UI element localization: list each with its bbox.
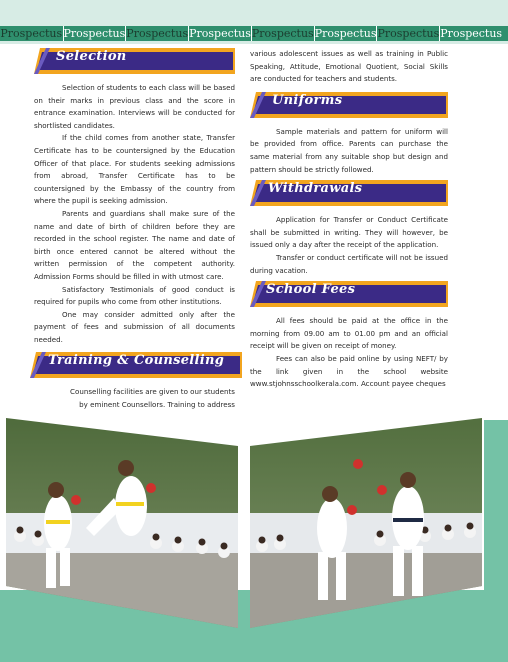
uniforms-paragraph: Sample materials and pattern for uniform will be provided from office. Parents can purchase the same material from any suitable shop but design and pattern should be strictly followed.: [250, 126, 448, 174]
withdrawals-paragraph: Transfer or conduct certificate will not be issued during vacation.: [250, 252, 448, 275]
uniforms-banner: [250, 92, 448, 118]
right-teal-band: [484, 420, 508, 600]
selection-paragraph: Parents and guardians shall make sure of the name and date of birth of children before they are recorded in the school register. The name and date of birth once entered cannot be altered without the written permission of the competent authority. Admission Forms should be filled in with utmost care.: [34, 208, 235, 281]
tab-prospectus: Prospectus: [314, 27, 377, 40]
prospectus-tab-bar: [0, 26, 508, 41]
training-paragraph: Counselling facilities are given to our students by eminent Counsellors. Training to address: [70, 387, 235, 410]
left-column: [34, 48, 235, 412]
tab-prospectus: Prospectus: [440, 27, 503, 40]
karate-photo-right: [250, 418, 482, 628]
tab-prospectus: Prospectus: [0, 27, 63, 40]
school-fees-banner: [250, 281, 448, 307]
tab-prospectus: Prospectus: [377, 27, 440, 40]
tab-prospectus: Prospectus: [126, 27, 189, 40]
withdrawals-paragraph: Application for Transfer or Conduct Certificate shall be submitted in writing. They will however, be issued only a day after the receipt of the application.: [250, 215, 448, 250]
selection-paragraph: One may consider admitted only after the payment of fees and submission of all documents needed.: [34, 309, 235, 344]
school-fees-heading: School Fees: [266, 282, 356, 298]
selection-banner: [34, 48, 235, 74]
training-heading: Training & Counselling: [48, 353, 225, 369]
selection-paragraph: Satisfactory Testimonials of good conduct is required for pupils who come from other institutions.: [34, 284, 235, 307]
tab-prospectus: Prospectus: [63, 27, 126, 40]
selection-paragraph: Selection of students to each class will be based on their marks in previous class and the score in entrance examination. Interviews will be conducted for shortlisted candidates.: [34, 83, 235, 130]
uniforms-heading: Uniforms: [272, 92, 343, 108]
withdrawals-banner: [250, 180, 448, 206]
tab-prospectus: Prospectus: [189, 27, 251, 40]
training-continued-paragraph: various adolescent issues as well as training in Public Speaking, Attitude, Emotional Quotient, Social Skills are conducted for teachers and students.: [250, 49, 448, 84]
tab-prospectus: Prospectus: [251, 27, 314, 40]
selection-heading: Selection: [56, 49, 127, 64]
right-column: [250, 48, 448, 391]
training-banner: [30, 352, 242, 378]
withdrawals-heading: Withdrawals: [268, 181, 363, 197]
school-fees-paragraph: All fees should be paid at the office in the morning from 09.00 am to 01.00 pm and an official receipt will be given on receipt of money.: [250, 316, 448, 351]
karate-photo-left: [6, 418, 238, 628]
selection-paragraph: If the child comes from another state, Transfer Certificate has to be countersigned by the Education Officer of that place. For students seeking admissions from abroad, Transfer Certificate has to be countersigned by the Embassy of the country from where the pupil is seeking admission.: [34, 133, 235, 206]
school-fees-paragraph: Fees can also be paid online by using NEFT/ by the link given in the school website www.stjohnsschoolkerala.com. Account payee cheques: [250, 353, 448, 389]
